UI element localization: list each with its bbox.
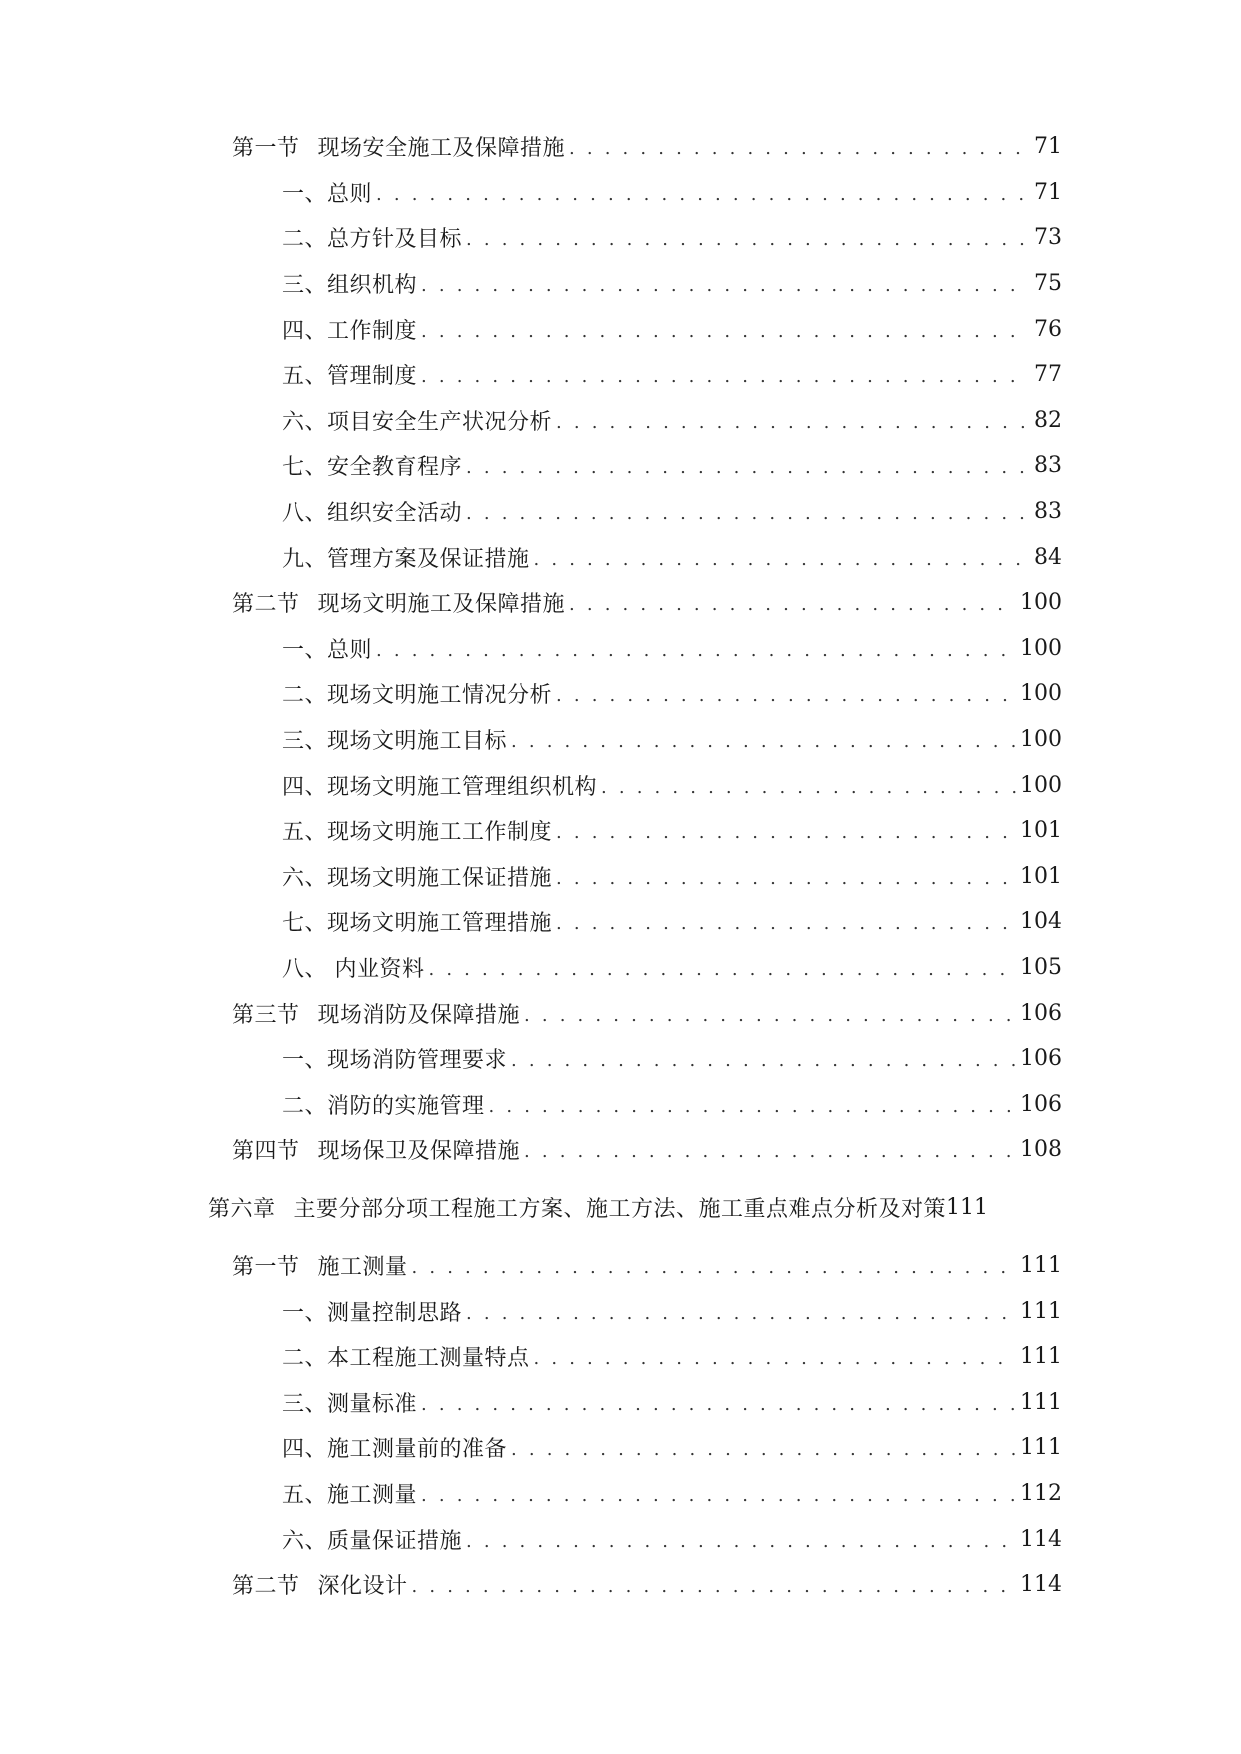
- toc-subsection-entry[interactable]: [0, 671, 1062, 717]
- dot-leader: [556, 412, 1028, 433]
- toc-entry-title: 施工测量: [317, 1254, 408, 1280]
- toc-entry-title: 现场安全施工及保障措施: [317, 136, 566, 162]
- toc-entry-title: 二、现场文明施工情况分析: [282, 683, 553, 709]
- toc-entry-label: [282, 450, 462, 481]
- toc-section-entry[interactable]: [0, 580, 1062, 626]
- toc-page-number: 75: [1034, 271, 1062, 297]
- toc-entry-label: [232, 998, 520, 1029]
- toc-entry-title: 一、总则: [282, 181, 373, 207]
- toc-entry-title: 四、施工测量前的准备: [282, 1437, 508, 1463]
- toc-subsection-entry[interactable]: [0, 808, 1062, 854]
- dot-leader: [421, 1485, 1016, 1506]
- toc-entry-label: [232, 1250, 408, 1281]
- dot-leader: [466, 229, 1028, 250]
- toc-entry-title: 七、现场文明施工管理措施: [282, 911, 553, 937]
- toc-entry-label: [282, 952, 425, 983]
- toc-entry-label: [282, 359, 417, 390]
- toc-page-number: 111: [1020, 1252, 1062, 1278]
- toc-page-number: 82: [1034, 407, 1062, 433]
- toc-entry-number: 第二节: [232, 1574, 300, 1600]
- toc-entry-label: [282, 1478, 417, 1509]
- toc-entry-title: 主要分部分项工程施工方案、施工方法、施工重点难点分析及对策: [293, 1197, 947, 1223]
- toc-entry-title: 现场文明施工及保障措施: [317, 592, 566, 618]
- toc-entry-label: [232, 1134, 520, 1165]
- toc-subsection-entry[interactable]: [0, 762, 1062, 808]
- toc-entry-title: 七、安全教育程序: [282, 455, 463, 481]
- toc-entry-number: 第二节: [232, 592, 300, 618]
- toc-entry-label: [282, 815, 552, 846]
- dot-leader: [534, 1348, 1016, 1369]
- toc-entry-label: [282, 724, 507, 755]
- dot-leader: [511, 731, 1016, 752]
- toc-subsection-entry[interactable]: [0, 854, 1062, 900]
- toc-entry-label: [282, 1043, 507, 1074]
- toc-page-number: 114: [1020, 1526, 1062, 1552]
- toc-entry-label: [282, 542, 530, 573]
- toc-entry-label: [282, 268, 417, 299]
- toc-page-number: 101: [1020, 863, 1062, 889]
- toc-entry-title: 一、测量控制思路: [282, 1300, 463, 1326]
- toc-entry-title: 八、组织安全活动: [282, 501, 463, 527]
- toc-subsection-entry[interactable]: [0, 261, 1062, 307]
- dot-leader: [556, 685, 1016, 706]
- toc-section-entry[interactable]: [0, 1127, 1062, 1173]
- toc-entry-label: [282, 222, 462, 253]
- toc-entry-title: 二、本工程施工测量特点: [282, 1346, 530, 1372]
- toc-section-entry[interactable]: [0, 1243, 1062, 1289]
- toc-entry-title: 六、现场文明施工保证措施: [282, 865, 553, 891]
- toc-subsection-entry[interactable]: [0, 352, 1062, 398]
- toc-page-number: 105: [1020, 954, 1062, 980]
- toc-subsection-entry[interactable]: [0, 1471, 1062, 1517]
- toc-entry-title: 三、测量标准: [282, 1391, 418, 1417]
- toc-entry-label: [282, 1296, 462, 1327]
- dot-leader: [421, 275, 1028, 296]
- toc-page-number: 100: [1020, 772, 1062, 798]
- toc-entry-title: 四、现场文明施工管理组织机构: [282, 774, 598, 800]
- dot-leader: [489, 1096, 1016, 1117]
- toc-page-number: 100: [1020, 681, 1062, 707]
- toc-page-number: 106: [1020, 1046, 1062, 1072]
- toc-entry-label: [282, 496, 462, 527]
- toc-entry-title: 四、工作制度: [282, 318, 418, 344]
- toc-entry-label: [232, 587, 565, 618]
- toc-entry-label: [232, 1569, 408, 1600]
- toc-subsection-entry[interactable]: [0, 443, 1062, 489]
- toc-entry-label: [282, 405, 552, 436]
- toc-page-number: 112: [1020, 1480, 1062, 1506]
- toc-subsection-entry[interactable]: [0, 945, 1062, 991]
- toc-page-number: 73: [1034, 225, 1062, 251]
- toc-entry-label: [282, 1524, 462, 1555]
- toc-entry-title: 五、管理制度: [282, 364, 418, 390]
- toc-section-entry[interactable]: [0, 990, 1062, 1036]
- toc-entry-title: 一、总则: [282, 637, 373, 663]
- dot-leader: [524, 1005, 1016, 1026]
- toc-page-number: 101: [1020, 818, 1062, 844]
- toc-entry-title: 一、现场消防管理要求: [282, 1048, 508, 1074]
- toc-page-number: 111: [1020, 1298, 1062, 1324]
- toc-page-number: 84: [1034, 544, 1062, 570]
- dot-leader: [412, 1576, 1016, 1597]
- dot-leader: [421, 321, 1028, 342]
- toc-page-number: 83: [1034, 499, 1062, 525]
- toc-subsection-entry[interactable]: [0, 1425, 1062, 1471]
- dot-leader: [534, 549, 1028, 570]
- toc-page-number: 114: [1020, 1572, 1062, 1598]
- dot-leader: [376, 184, 1028, 205]
- toc-entry-number: 第三节: [232, 1002, 300, 1028]
- toc-page-number: 111: [946, 1195, 989, 1221]
- toc-entry-title: 二、总方针及目标: [282, 227, 463, 253]
- toc-subsection-entry[interactable]: [0, 1379, 1062, 1425]
- dot-leader: [511, 1050, 1016, 1071]
- table-of-contents: [0, 124, 1241, 1607]
- dot-leader: [466, 1303, 1016, 1324]
- toc-entry-title: 五、施工测量: [282, 1482, 418, 1508]
- dot-leader: [524, 1141, 1016, 1162]
- dot-leader: [376, 640, 1016, 661]
- toc-page-number: 76: [1034, 316, 1062, 342]
- dot-leader: [421, 1394, 1016, 1415]
- dot-leader: [556, 868, 1016, 889]
- toc-entry-title: 六、项目安全生产状况分析: [282, 409, 553, 435]
- toc-page-number: 106: [1020, 1091, 1062, 1117]
- toc-entry-title: 八、 内业资料: [282, 956, 425, 982]
- toc-entry-title: 现场保卫及保障措施: [317, 1139, 521, 1165]
- dot-leader: [421, 366, 1028, 387]
- dot-leader: [556, 822, 1016, 843]
- toc-page-number: 83: [1034, 453, 1062, 479]
- toc-entry-label: [282, 861, 552, 892]
- toc-section-entry[interactable]: [0, 1562, 1062, 1608]
- toc-subsection-entry[interactable]: [0, 1334, 1062, 1380]
- toc-subsection-entry[interactable]: [0, 489, 1062, 535]
- dot-leader: [466, 503, 1028, 524]
- toc-entry-title: 二、消防的实施管理: [282, 1093, 485, 1119]
- toc-subsection-entry[interactable]: [0, 215, 1062, 261]
- toc-page-number: 100: [1020, 590, 1062, 616]
- toc-entry-label: [282, 1341, 530, 1372]
- toc-subsection-entry[interactable]: [0, 626, 1062, 672]
- toc-chapter-entry[interactable]: [0, 1173, 1068, 1243]
- toc-entry-label: [208, 1192, 946, 1223]
- toc-entry-title: 六、质量保证措施: [282, 1528, 463, 1554]
- toc-subsection-entry[interactable]: [0, 1516, 1062, 1562]
- toc-entry-label: [282, 314, 417, 345]
- toc-page-number: 100: [1020, 635, 1062, 661]
- toc-subsection-entry[interactable]: [0, 306, 1062, 352]
- toc-entry-number: 第四节: [232, 1139, 300, 1165]
- dot-leader: [556, 913, 1016, 934]
- toc-page-number: 104: [1020, 909, 1062, 935]
- toc-entry-label: [282, 177, 372, 208]
- toc-entry-title: 五、现场文明施工工作制度: [282, 820, 553, 846]
- toc-entry-title: 现场消防及保障措施: [317, 1002, 521, 1028]
- dot-leader: [569, 594, 1016, 615]
- toc-entry-title: 三、现场文明施工目标: [282, 729, 508, 755]
- dot-leader: [466, 457, 1028, 478]
- toc-page-number: 111: [1020, 1435, 1062, 1461]
- toc-entry-title: 九、管理方案及保证措施: [282, 546, 530, 572]
- dot-leader: [466, 1531, 1016, 1552]
- dot-leader: [429, 959, 1017, 980]
- toc-page-number: 77: [1034, 362, 1062, 388]
- toc-subsection-entry[interactable]: [0, 1081, 1062, 1127]
- toc-entry-label: [232, 131, 565, 162]
- toc-entry-label: [282, 633, 372, 664]
- toc-subsection-entry[interactable]: [0, 1288, 1062, 1334]
- toc-entry-number: 第六章: [208, 1197, 276, 1223]
- toc-entry-title: 深化设计: [317, 1574, 408, 1600]
- toc-entry-title: 三、组织机构: [282, 273, 418, 299]
- toc-page-number: 71: [1034, 179, 1062, 205]
- toc-page-number: 71: [1034, 134, 1062, 160]
- toc-section-entry[interactable]: [0, 124, 1062, 170]
- dot-leader: [569, 138, 1028, 159]
- toc-entry-label: [282, 770, 597, 801]
- toc-subsection-entry[interactable]: [0, 170, 1062, 216]
- toc-page-number: 100: [1020, 727, 1062, 753]
- toc-entry-label: [282, 678, 552, 709]
- toc-page-number: 111: [1020, 1389, 1062, 1415]
- dot-leader: [511, 1439, 1016, 1460]
- toc-subsection-entry[interactable]: [0, 717, 1062, 763]
- toc-entry-number: 第一节: [232, 1254, 300, 1280]
- toc-subsection-entry[interactable]: [0, 534, 1062, 580]
- toc-entry-number: 第一节: [232, 136, 300, 162]
- toc-entry-label: [282, 906, 552, 937]
- toc-subsection-entry[interactable]: [0, 899, 1062, 945]
- toc-entry-label: [282, 1432, 507, 1463]
- dot-leader: [601, 777, 1016, 798]
- toc-subsection-entry[interactable]: [0, 1036, 1062, 1082]
- dot-leader: [412, 1257, 1016, 1278]
- toc-entry-label: [282, 1089, 485, 1120]
- toc-subsection-entry[interactable]: [0, 398, 1062, 444]
- toc-page-number: 106: [1020, 1000, 1062, 1026]
- toc-page-number: 108: [1020, 1137, 1062, 1163]
- toc-entry-label: [282, 1387, 417, 1418]
- toc-page-number: 111: [1020, 1344, 1062, 1370]
